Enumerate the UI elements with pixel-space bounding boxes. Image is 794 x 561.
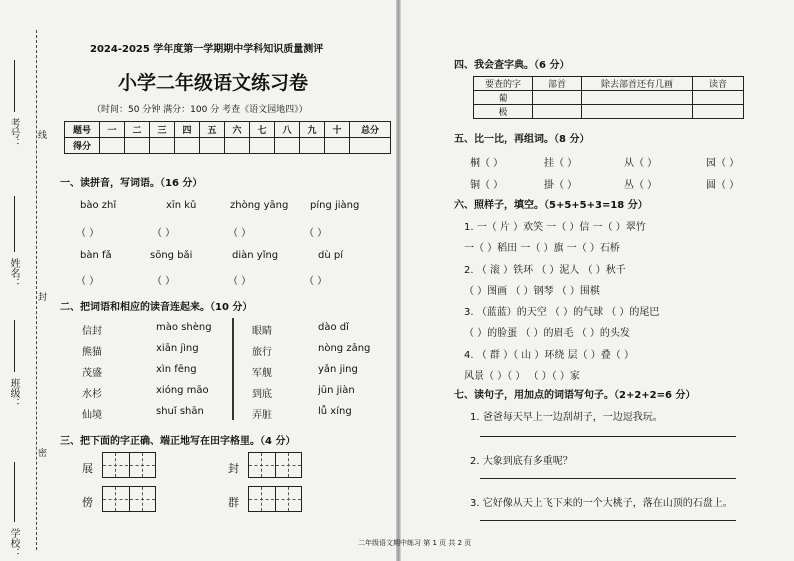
- score-header-cell: 七: [250, 122, 275, 138]
- score-header-cell: 四: [175, 122, 200, 138]
- fill-line[interactable]: 1. 一（ 片 ）欢笑 一（ ）信 一（ ）翠竹: [464, 222, 646, 233]
- section-7-title: 七、读句子，用加点的词语写句子。（2+2+2=6 分）: [454, 390, 696, 401]
- fill-line[interactable]: 4. （ 群 ）（ 山 ）环绕 层（ ）叠（ ）: [464, 350, 634, 361]
- fill-line[interactable]: （ ）图画 （ ）钢琴 （ ）围棋: [464, 286, 600, 297]
- match-pinyin[interactable]: nòng zāng: [318, 343, 371, 354]
- answer-paren[interactable]: （ ）: [228, 228, 252, 239]
- sentence-3: 3. 它好像从天上飞下来的一个大桃子，落在山顶的石盘上。: [470, 498, 733, 509]
- fill-line[interactable]: 3. （蓝蓝）的天空 （ ）的气球 （ ）的尾巴: [464, 307, 660, 318]
- class-line: [14, 320, 15, 372]
- school-line: [14, 462, 15, 522]
- section-3-title: 三、把下面的字正确、端正地写在田字格里。（4 分）: [60, 436, 296, 447]
- dictionary-row: [474, 105, 744, 119]
- answer-paren[interactable]: （ ）: [76, 228, 100, 239]
- dictionary-cell[interactable]: [582, 91, 693, 105]
- dictionary-cell[interactable]: [693, 105, 744, 119]
- sentence-1: 1. 爸爸每天早上一边刮胡子，一边逗我玩。: [470, 412, 663, 423]
- dictionary-table: [473, 76, 744, 119]
- section-2-title: 二、把词语和相应的读音连起来。（10 分）: [60, 302, 253, 313]
- tian-grid[interactable]: [248, 452, 302, 478]
- match-word[interactable]: 旅行: [252, 347, 272, 358]
- model-char: 封: [228, 462, 239, 475]
- compare-item[interactable]: 丛（ ）: [624, 180, 658, 191]
- name-line: [14, 196, 15, 252]
- score-cell[interactable]: [175, 138, 200, 154]
- fill-line[interactable]: 风景（ ）（ ） （ ）（ ）家: [464, 371, 580, 382]
- score-cell[interactable]: [300, 138, 325, 154]
- answer-paren[interactable]: （ ）: [76, 276, 100, 287]
- score-cell[interactable]: [125, 138, 150, 154]
- seal-line: [36, 30, 37, 550]
- pinyin-item: píng jiàng: [310, 200, 360, 211]
- dictionary-header: 部首: [533, 77, 582, 91]
- name-label: 姓名：: [8, 258, 19, 288]
- exam-no-label: 考号：: [8, 118, 19, 148]
- score-header-cell: 三: [150, 122, 175, 138]
- model-char: 傍: [82, 496, 93, 509]
- column-separator: [232, 318, 234, 420]
- score-table: [64, 121, 391, 154]
- pinyin-item: zhòng yāng: [230, 200, 289, 211]
- score-cell[interactable]: [350, 138, 391, 154]
- score-cell[interactable]: [225, 138, 250, 154]
- pinyin-item: dù pí: [318, 250, 343, 261]
- pinyin-item: bào zhǐ: [80, 200, 117, 211]
- compare-item[interactable]: 圆（ ）: [706, 180, 740, 191]
- match-pinyin[interactable]: mào shèng: [156, 322, 212, 333]
- dictionary-header: 读音: [693, 77, 744, 91]
- compare-item[interactable]: 挂（ ）: [544, 158, 578, 169]
- class-label: 班级：: [8, 378, 19, 408]
- compare-item[interactable]: 桐（ ）: [470, 158, 504, 169]
- score-cell[interactable]: [325, 138, 350, 154]
- dictionary-char: 极: [474, 105, 533, 119]
- exam-title: 2024-2025 学年度第一学期期中学科知识质量测评: [90, 44, 324, 55]
- match-pinyin[interactable]: dào dǐ: [318, 322, 349, 333]
- answer-line-3[interactable]: [480, 520, 736, 521]
- answer-line-2[interactable]: [480, 478, 736, 479]
- score-header-cell: 一: [100, 122, 125, 138]
- sentence-2: 2. 大象到底有多重呢？: [470, 456, 573, 467]
- dictionary-header-row: [474, 77, 744, 91]
- score-header-cell: 九: [300, 122, 325, 138]
- section-4-title: 四、我会查字典。（6 分）: [454, 60, 570, 71]
- dictionary-header: 要查的字: [474, 77, 533, 91]
- match-pinyin[interactable]: xióng māo: [156, 385, 209, 396]
- score-cell[interactable]: [250, 138, 275, 154]
- model-char: 群: [228, 496, 239, 509]
- answer-paren[interactable]: （ ）: [152, 228, 176, 239]
- school-label: 学校：: [8, 528, 19, 558]
- dictionary-cell[interactable]: [693, 91, 744, 105]
- match-word[interactable]: 信封: [82, 326, 102, 337]
- score-header-cell: 题号: [65, 122, 100, 138]
- compare-item[interactable]: 从（ ）: [624, 158, 658, 169]
- match-word[interactable]: 茂盛: [82, 368, 102, 379]
- section-6-title: 六、照样子，填空。（5+5+5+3=18 分）: [454, 200, 648, 211]
- match-word[interactable]: 到底: [252, 389, 272, 400]
- pinyin-item: xīn kǔ: [166, 200, 197, 211]
- dictionary-cell[interactable]: [533, 91, 582, 105]
- tian-grid[interactable]: [248, 486, 302, 512]
- match-pinyin[interactable]: lǚ xíng: [318, 406, 352, 417]
- tian-grid[interactable]: [102, 452, 156, 478]
- section-1-title: 一、读拼音，写词语。（16 分）: [60, 178, 203, 189]
- answer-paren[interactable]: （ ）: [228, 276, 252, 287]
- score-header-cell: 二: [125, 122, 150, 138]
- dictionary-char: 葡: [474, 91, 533, 105]
- match-pinyin[interactable]: yǎn jing: [318, 364, 358, 375]
- score-header-cell: 十: [325, 122, 350, 138]
- match-word[interactable]: 熊猫: [82, 347, 102, 358]
- match-word[interactable]: 仙境: [82, 410, 102, 421]
- exam-info: （时间：50 分钟 满分：100 分 考查《语文园地四》）: [92, 105, 308, 115]
- pinyin-item: sōng bǎi: [150, 250, 193, 261]
- score-row-label: 得分: [65, 138, 100, 154]
- score-header-cell: 六: [225, 122, 250, 138]
- dictionary-cell[interactable]: [582, 105, 693, 119]
- match-pinyin[interactable]: jūn jiàn: [318, 385, 355, 396]
- match-word[interactable]: 弄脏: [252, 410, 272, 421]
- fill-line[interactable]: （ ）的脸蛋 （ ）的眉毛 （ ）的头发: [464, 328, 630, 339]
- compare-item[interactable]: 掛（ ）: [544, 180, 578, 191]
- page-fold: [396, 0, 401, 561]
- score-cell[interactable]: [100, 138, 125, 154]
- pinyin-item: diàn yǐng: [232, 250, 279, 261]
- match-pinyin[interactable]: shuǐ shān: [156, 406, 204, 417]
- paper-title: 小学二年级语文练习卷: [118, 72, 309, 94]
- compare-item[interactable]: 铜（ ）: [470, 180, 504, 191]
- fill-line[interactable]: 一（ ）稻田 一（ ）旗 一（ ）石桥: [464, 243, 620, 254]
- dictionary-cell[interactable]: [533, 105, 582, 119]
- score-header-cell: 八: [275, 122, 300, 138]
- model-char: 展: [82, 462, 93, 475]
- fill-line[interactable]: 2. （ 滚 ）铁环 （ ）泥人 （ ）秋千: [464, 265, 626, 276]
- dictionary-header: 除去部首还有几画: [582, 77, 693, 91]
- section-5-title: 五、比一比，再组词。（8 分）: [454, 134, 590, 145]
- score-cell[interactable]: [200, 138, 225, 154]
- dictionary-row: [474, 91, 744, 105]
- answer-paren[interactable]: （ ）: [304, 228, 328, 239]
- match-word[interactable]: 军舰: [252, 368, 272, 379]
- seal-char-xian: 线: [38, 131, 48, 141]
- match-word[interactable]: 水杉: [82, 389, 102, 400]
- match-word[interactable]: 眼睛: [252, 326, 272, 337]
- score-header-cell: 五: [200, 122, 225, 138]
- score-header-row: [65, 122, 391, 138]
- tian-grid[interactable]: [102, 486, 156, 512]
- match-pinyin[interactable]: xìn fēng: [156, 364, 197, 375]
- score-cell[interactable]: [275, 138, 300, 154]
- score-header-cell: 总分: [350, 122, 391, 138]
- answer-line-1[interactable]: [480, 436, 736, 437]
- pinyin-item: bàn fǎ: [80, 250, 112, 261]
- score-cell[interactable]: [150, 138, 175, 154]
- binding-margin: [0, 0, 52, 561]
- answer-paren[interactable]: （ ）: [304, 276, 328, 287]
- page-footer: 二年级语文期中练习 第 1 页 共 2 页: [358, 539, 472, 547]
- seal-char-mi: 密: [38, 449, 48, 459]
- match-pinyin[interactable]: xiān jìng: [156, 343, 199, 354]
- compare-item[interactable]: 园（ ）: [706, 158, 740, 169]
- answer-paren[interactable]: （ ）: [152, 276, 176, 287]
- exam-no-line: [14, 60, 15, 112]
- seal-char-feng: 封: [38, 293, 48, 303]
- score-value-row: [65, 138, 391, 154]
